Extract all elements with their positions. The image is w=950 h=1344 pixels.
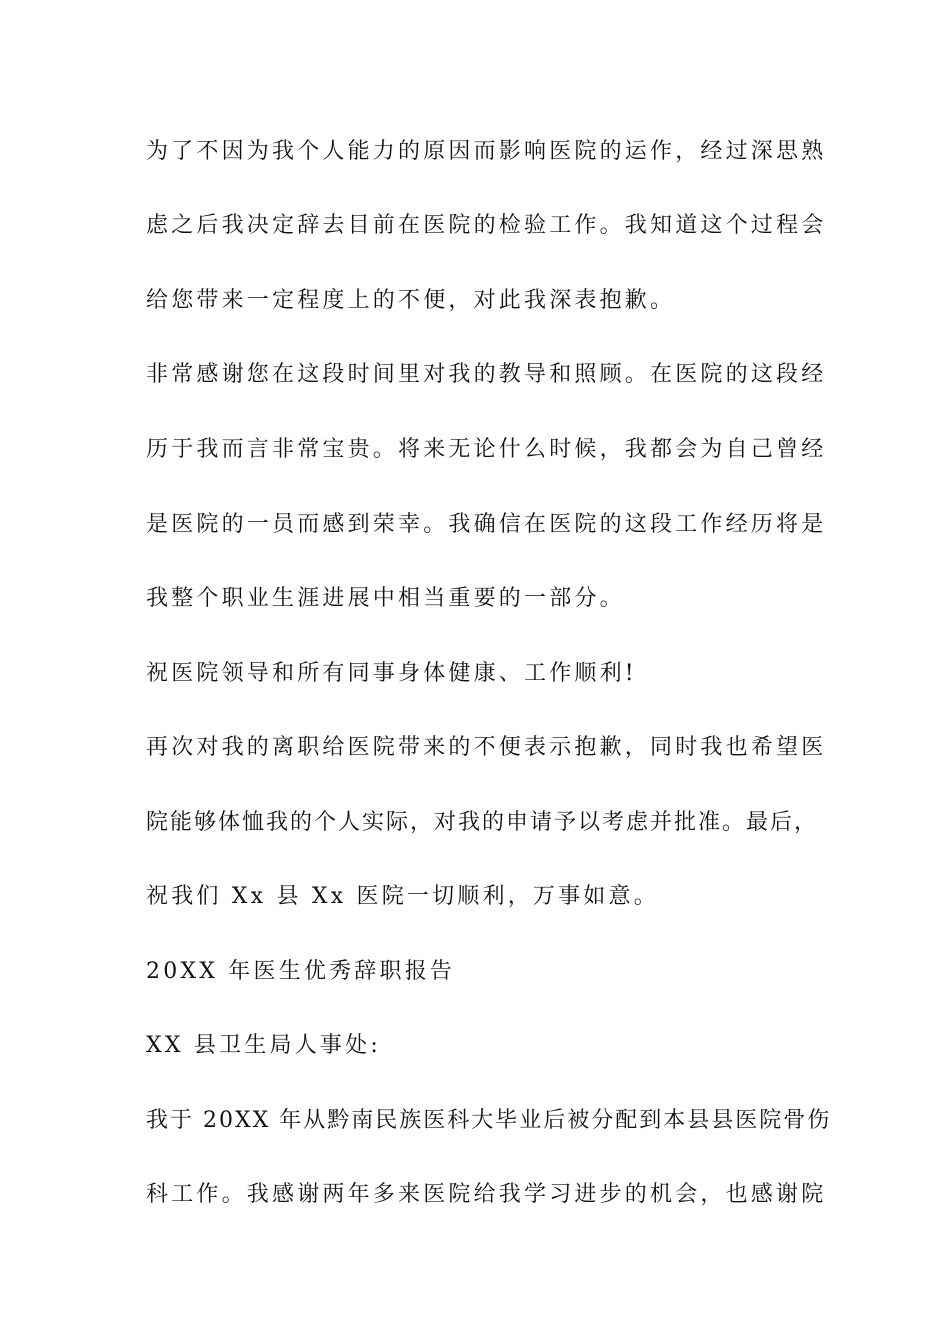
text-line: 是医院的一员而感到荣幸。我确信在医院的这段工作经历将是 [146,512,827,537]
section-heading: 20XX 年医生优秀辞职报告 [146,959,456,984]
text-line: 祝医院领导和所有同事身体健康、工作顺利! [146,661,637,686]
text-line: 历于我而言非常宝贵。将来无论什么时候，我都会为自己曾经 [146,437,827,462]
text-line: 我整个职业生涯进展中相当重要的一部分。 [146,586,625,611]
text-line: 给您带来一定程度上的不便，对此我深表抱歉。 [146,288,676,313]
text-line: 再次对我的离职给医院带来的不便表示抱歉，同时我也希望医 [146,735,827,760]
text-line: 我于 20XX 年从黔南民族医科大毕业后被分配到本县县医院骨伤 [146,1108,832,1133]
text-line: 为了不因为我个人能力的原因而影响医院的运作，经过深思熟 [146,139,827,164]
text-line: 科工作。我感谢两年多来医院给我学习进步的机会，也感谢院 [146,1182,827,1207]
text-line: 虑之后我决定辞去目前在医院的检验工作。我知道这个过程会 [146,213,827,238]
text-line: 非常感谢您在这段时间里对我的教导和照顾。在医院的这段经 [146,362,827,387]
text-line: 祝我们 Xx 县 Xx 医院一切顺利，万事如意。 [146,884,659,909]
addressee-line: XX 县卫生局人事处: [146,1033,381,1058]
text-line: 院能够体恤我的个人实际，对我的申请予以考虑并批准。最后， [146,810,819,835]
